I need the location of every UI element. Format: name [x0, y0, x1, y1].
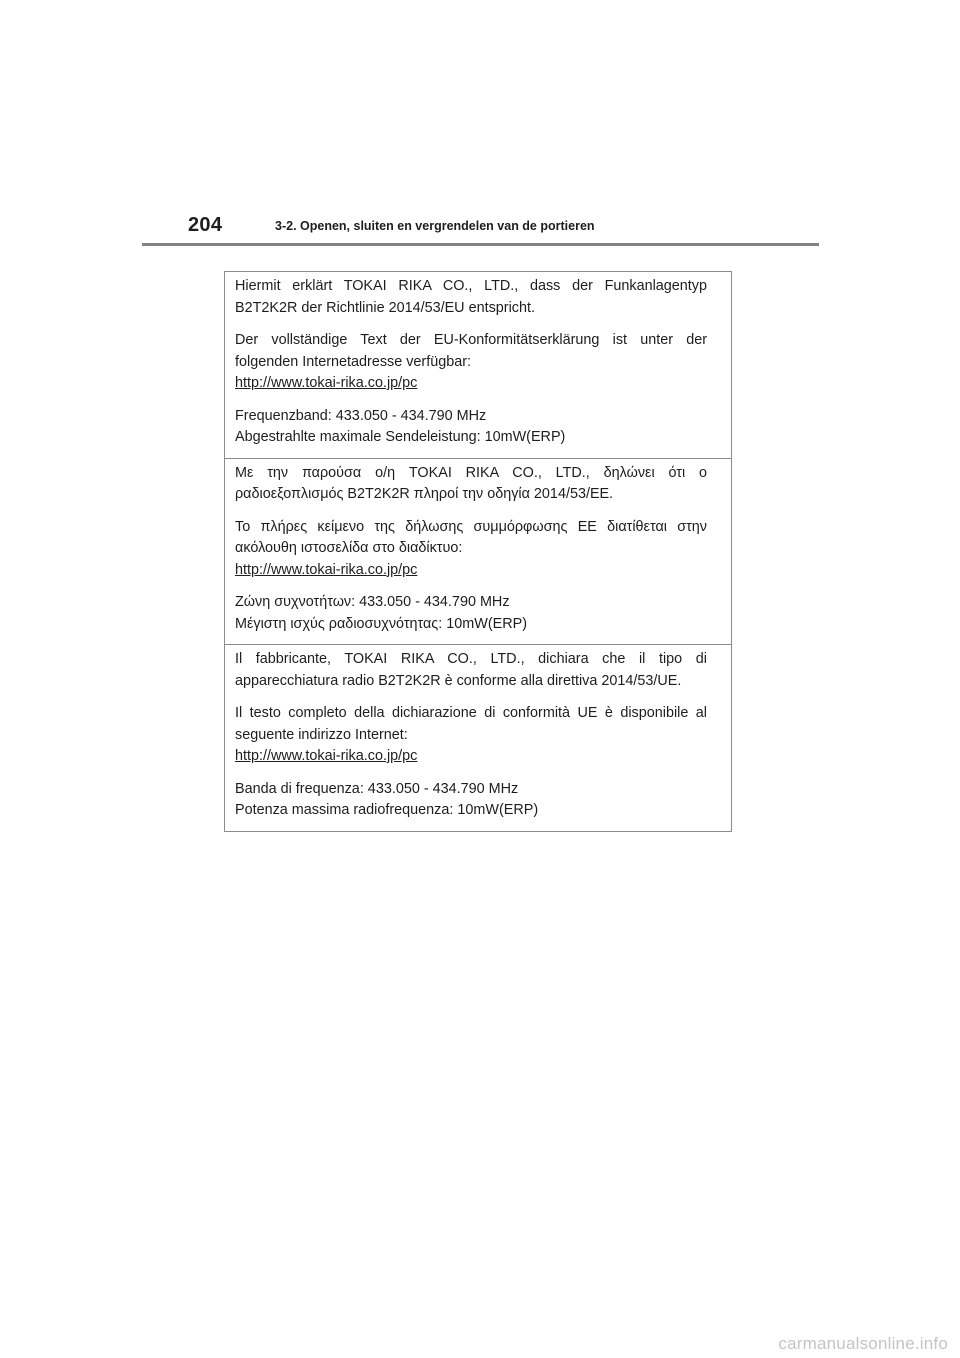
- fulltext-block: [235, 330, 707, 395]
- section-title: 3-2. Openen, sluiten en vergrendelen van de portieren: [275, 219, 595, 233]
- frequency-band: Frequenzband: 433.050 - 434.790 MHz: [235, 407, 487, 424]
- declaration-italian: [225, 644, 731, 831]
- frequency-band: Banda di frequenza: 433.050 - 434.790 MHz: [235, 780, 519, 797]
- declaration-box: [224, 271, 732, 832]
- specs-block: [235, 779, 707, 822]
- declaration-german: [225, 272, 731, 458]
- page-header: [142, 210, 819, 246]
- fulltext-block: [235, 703, 707, 768]
- header-rule: [142, 243, 819, 246]
- declaration-statement: Με την παρούσα ο/η TOKAI RIKA CO., LTD., δηλώνει ότι ο ραδιοεξοπλισμός B2T2K2R πληροί την οδηγία 2014/53/ΕΕ.: [235, 464, 707, 502]
- max-power: Μέγιστη ισχύς ραδιοσυχνότητας: 10mW(ERP): [235, 615, 527, 632]
- declaration-greek: [225, 458, 731, 645]
- watermark: carmanualsonline.info: [778, 1334, 948, 1353]
- declaration-statement: Il fabbricante, TOKAI RIKA CO., LTD., dichiara che il tipo di apparecchiatura radio B2T2K2R è conforme alla direttiva 2014/53/UE.: [235, 651, 707, 689]
- frequency-band: Ζώνη συχνοτήτων: 433.050 - 434.790 MHz: [235, 594, 510, 610]
- max-power: Abgestrahlte maximale Sendeleistung: 10mW(ERP): [235, 429, 566, 445]
- page-number: 204: [188, 214, 223, 236]
- declaration-url-link[interactable]: http://www.tokai-rika.co.jp/pc: [235, 561, 418, 578]
- declaration-statement: Hiermit erklärt TOKAI RIKA CO., LTD., dass der Funkanlagentyp B2T2K2R der Richtlinie 2014/53/EU entspricht.: [235, 278, 707, 316]
- fulltext-intro: Der vollständige Text der EU-Konformitätserklärung ist unter der folgenden Internetadresse verfügbar:: [235, 332, 707, 370]
- max-power: Potenza massima radiofrequenza: 10mW(ERP): [235, 802, 539, 818]
- fulltext-intro: Το πλήρες κείμενο της δήλωσης συμμόρφωσης ΕΕ διατίθεται στην ακόλουθη ιστοσελίδα στο διαδίκτυο:: [235, 518, 707, 556]
- declaration-url-link[interactable]: http://www.tokai-rika.co.jp/pc: [235, 375, 418, 391]
- specs-block: [235, 592, 707, 635]
- specs-block: [235, 406, 707, 449]
- fulltext-block: [235, 517, 707, 582]
- fulltext-intro: Il testo completo della dichiarazione di conformità UE è disponibile al seguente indirizzo Internet:: [235, 705, 707, 743]
- declaration-url-link[interactable]: http://www.tokai-rika.co.jp/pc: [235, 748, 418, 764]
